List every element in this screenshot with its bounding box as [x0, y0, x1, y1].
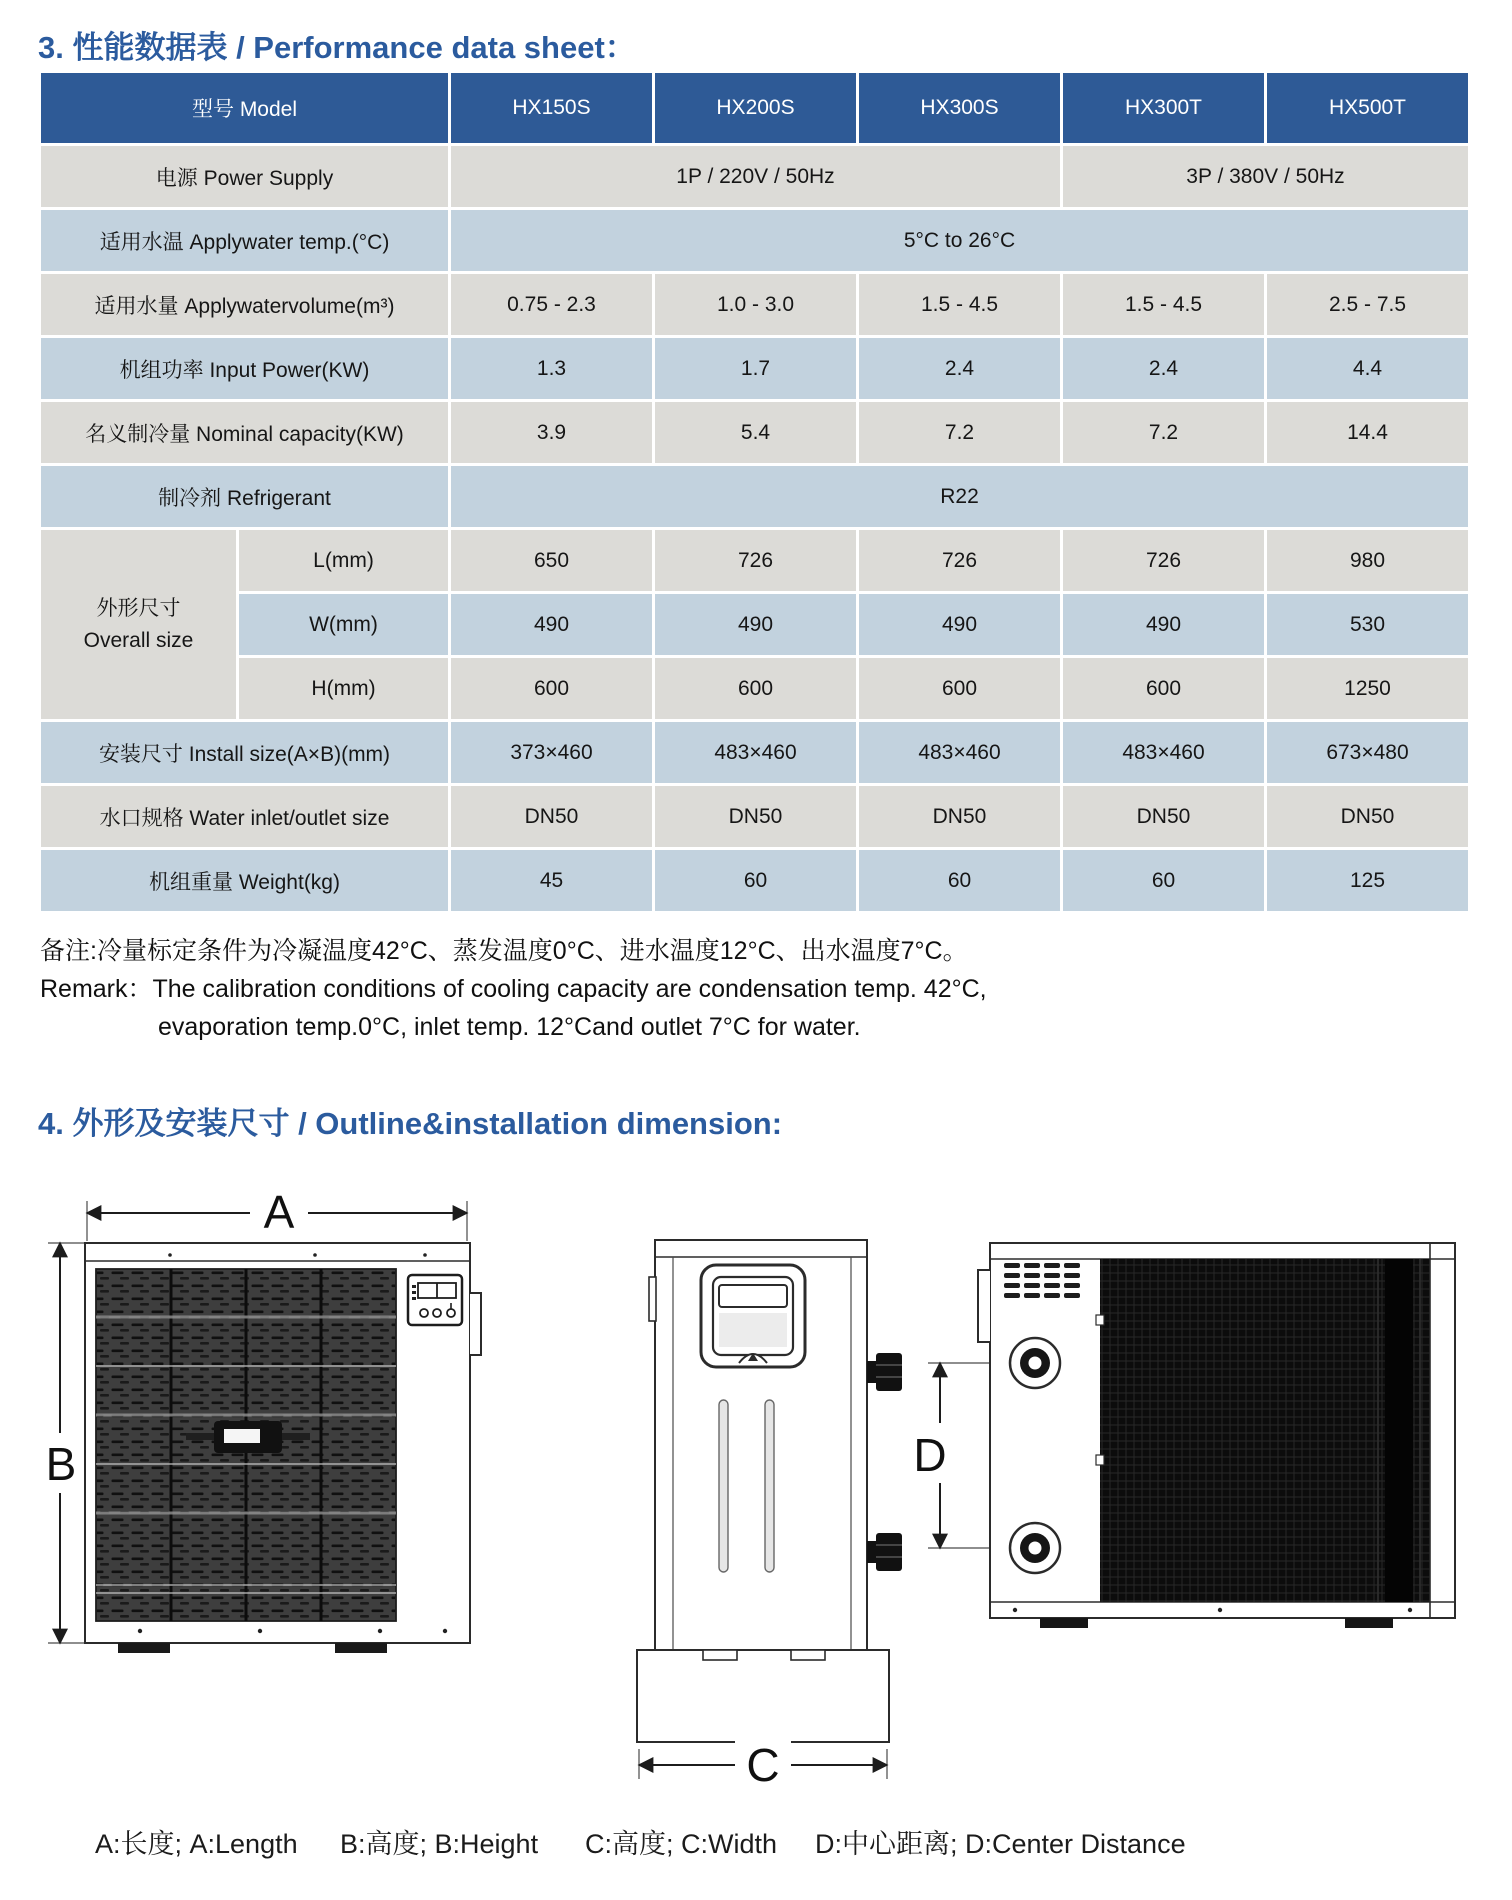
table-cell: 483×460	[1063, 722, 1264, 783]
table-cell: 3.9	[451, 402, 652, 463]
row-label: 名义制冷量 Nominal capacity(KW)	[41, 402, 448, 463]
row-label: 机组重量 Weight(kg)	[41, 850, 448, 911]
row-label: 适用水量 Applywatervolume(m³)	[41, 274, 448, 335]
table-cell: 5°C to 26°C	[451, 210, 1468, 271]
table-cell: 726	[1063, 530, 1264, 591]
table-cell: 14.4	[1267, 402, 1468, 463]
table-cell: DN50	[1267, 786, 1468, 847]
table-cell: 7.2	[1063, 402, 1264, 463]
unit-side-body	[637, 1240, 902, 1742]
table-cell: 490	[451, 594, 652, 655]
foot	[1345, 1618, 1393, 1628]
table-cell: 1.5 - 4.5	[859, 274, 1060, 335]
table-cell: 600	[451, 658, 652, 719]
sub-label-w: W(mm)	[239, 594, 448, 655]
table-cell: 2.5 - 7.5	[1267, 274, 1468, 335]
table-cell: 490	[1063, 594, 1264, 655]
table-cell: 1250	[1267, 658, 1468, 719]
row-refrigerant	[41, 466, 1468, 527]
table-cell: 600	[655, 658, 856, 719]
table-cell: 60	[1063, 850, 1264, 911]
table-cell: 1.7	[655, 338, 856, 399]
col-header-hx500t: HX500T	[1267, 73, 1468, 143]
section4-title: 4. 外形及安装尺寸 / Outline&installation dimension:	[38, 1106, 783, 1141]
row-label: 电源 Power Supply	[41, 146, 448, 207]
table-cell: 373×460	[451, 722, 652, 783]
table-cell: 4.4	[1267, 338, 1468, 399]
table-cell: 60	[859, 850, 1060, 911]
table-cell: 650	[451, 530, 652, 591]
foot	[118, 1643, 170, 1653]
table-cell: 5.4	[655, 402, 856, 463]
foot	[335, 1643, 387, 1653]
table-cell: 2.4	[859, 338, 1060, 399]
row-power-supply	[41, 146, 1468, 207]
table-cell: 2.4	[1063, 338, 1264, 399]
overall-size-label-cn: 外形尺寸	[96, 596, 181, 620]
unit-back-body	[978, 1243, 1455, 1628]
dim-d-label: D	[913, 1429, 947, 1481]
remark-en-line1: Remark：The calibration conditions of cooling capacity are condensation temp. 42°C,	[40, 975, 987, 1003]
table-cell: 3P / 380V / 50Hz	[1063, 146, 1468, 207]
section3-title: 3. 性能数据表 / Performance data sheet：	[38, 30, 636, 65]
sub-label-h: H(mm)	[239, 658, 448, 719]
table-cell: 726	[655, 530, 856, 591]
overall-size-label	[41, 530, 236, 719]
table-cell: 673×480	[1267, 722, 1468, 783]
water-connection-top	[1010, 1338, 1060, 1388]
table-cell: 1.5 - 4.5	[1063, 274, 1264, 335]
col-header-hx300s: HX300S	[859, 73, 1060, 143]
foot	[1040, 1618, 1088, 1628]
row-water-volume	[41, 274, 1468, 335]
table-cell: 490	[859, 594, 1060, 655]
dim-a-label: A	[263, 1186, 295, 1238]
side-handle	[470, 1293, 481, 1355]
table-cell: 1P / 220V / 50Hz	[451, 146, 1060, 207]
legend-d: D:中心距离; D:Center Distance	[815, 1829, 1186, 1859]
sub-label-l: L(mm)	[239, 530, 448, 591]
table-cell: 0.75 - 2.3	[451, 274, 652, 335]
table-cell: DN50	[859, 786, 1060, 847]
panel-slot	[719, 1400, 728, 1572]
row-label: 水口规格 Water inlet/outlet size	[41, 786, 448, 847]
back-view-drawing	[890, 1165, 1490, 1685]
performance-table	[38, 70, 1471, 914]
mounting-base	[637, 1650, 889, 1742]
dim-a	[87, 1179, 467, 1241]
remark-en-line2: evaporation temp.0°C, inlet temp. 12°Cand outlet 7°C for water.	[158, 1013, 861, 1041]
table-cell: 530	[1267, 594, 1468, 655]
row-input-power	[41, 338, 1468, 399]
row-overall-w	[41, 594, 1468, 655]
row-weight	[41, 850, 1468, 911]
table-cell: 726	[859, 530, 1060, 591]
row-overall-l	[41, 530, 1468, 591]
table-cell: 980	[1267, 530, 1468, 591]
legend-b: B:高度; B:Height	[340, 1829, 539, 1859]
col-header-hx150s: HX150S	[451, 73, 652, 143]
table-cell: 60	[655, 850, 856, 911]
header-row	[41, 73, 1468, 143]
table-cell: 483×460	[859, 722, 1060, 783]
side-view-drawing	[615, 1165, 915, 1795]
controller-panel	[408, 1275, 462, 1325]
col-header-model: 型号 Model	[41, 73, 448, 143]
panel-slot	[765, 1400, 774, 1572]
table-cell: 600	[1063, 658, 1264, 719]
table-cell: 490	[655, 594, 856, 655]
row-label: 制冷剂 Refrigerant	[41, 466, 448, 527]
row-overall-h	[41, 658, 1468, 719]
row-nominal-capacity	[41, 402, 1468, 463]
remark	[40, 932, 987, 1046]
table-cell: 483×460	[655, 722, 856, 783]
condenser-coil	[1100, 1259, 1430, 1602]
row-label: 安装尺寸 Install size(A×B)(mm)	[41, 722, 448, 783]
legend-a: A:长度; A:Length	[95, 1829, 298, 1859]
table-cell: 7.2	[859, 402, 1060, 463]
dimension-legend	[0, 1822, 1512, 1868]
dim-b-label: B	[45, 1438, 77, 1490]
row-label: 机组功率 Input Power(KW)	[41, 338, 448, 399]
row-water-inlet	[41, 786, 1468, 847]
legend-c: C:高度; C:Width	[585, 1829, 778, 1859]
row-install-size	[41, 722, 1468, 783]
table-cell: 600	[859, 658, 1060, 719]
table-cell: 1.0 - 3.0	[655, 274, 856, 335]
water-connection-bottom	[1010, 1523, 1060, 1573]
col-header-hx300t: HX300T	[1063, 73, 1264, 143]
row-label: 适用水温 Applywater temp.(°C)	[41, 210, 448, 271]
table-cell: 1.3	[451, 338, 652, 399]
dim-b	[36, 1243, 92, 1643]
unit-front-body	[85, 1243, 481, 1653]
overall-size-label-en: Overall size	[83, 628, 194, 652]
table-cell: DN50	[1063, 786, 1264, 847]
front-view-drawing	[30, 1165, 510, 1685]
row-water-temp	[41, 210, 1468, 271]
col-header-hx200s: HX200S	[655, 73, 856, 143]
table-cell: DN50	[655, 786, 856, 847]
remark-cn: 备注:冷量标定条件为冷凝温度42°C、蒸发温度0°C、进水温度12°C、出水温度7°C。	[40, 937, 968, 965]
table-cell: 45	[451, 850, 652, 911]
side-handle	[978, 1270, 990, 1342]
table-cell: DN50	[451, 786, 652, 847]
handle-recess	[701, 1265, 805, 1367]
table-cell: 125	[1267, 850, 1468, 911]
table-cell: R22	[451, 466, 1468, 527]
dim-c-label: C	[746, 1739, 780, 1791]
